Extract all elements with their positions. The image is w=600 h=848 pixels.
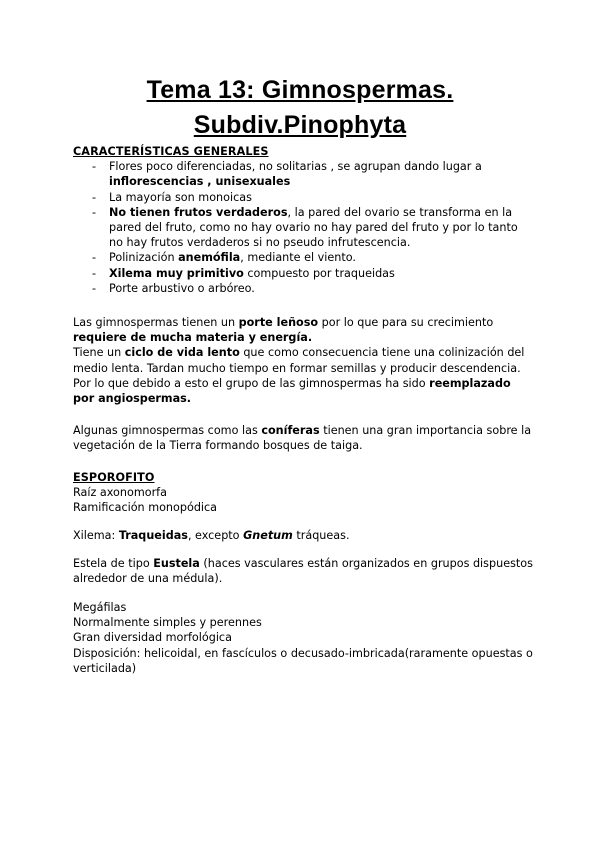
- paragraph-porte: Las gimnospermas tienen un porte leñoso por lo que para su crecimiento requiere de mucha materia y energía. Tiene un ciclo de vida lento que como consecuencia tiene una colinización del medio lenta. Tardan mucho tiempo en formar semillas y producir descendencia. Por lo que debido a esto el grupo de las gimnospermas ha sido reemplazado por angiospermas.: [73, 316, 525, 406]
- megafilas-disposicion: Disposición: helicoidal, en fascículos o decusado-imbricada(raramente opuestas o verticilada): [73, 646, 533, 675]
- esporofito-section: [73, 470, 533, 516]
- list-item: - Xilema muy primitivo compuesto por traqueidas: [73, 266, 533, 281]
- page-title-line-2: Subdiv.Pinophyta: [193, 111, 407, 139]
- megafilas-heading: Megáfilas: [73, 601, 127, 614]
- list-item: - Porte arbustivo o arbóreo.: [73, 281, 533, 296]
- megafilas-section: [73, 600, 533, 676]
- xilema-line: Xilema: Traqueidas, excepto Gnetum tráqueas.: [73, 529, 350, 542]
- list-item: - La mayoría son monoicas: [73, 190, 533, 205]
- page-title-line-1: Tema 13: Gimnospermas.: [146, 76, 454, 104]
- megafilas-simples: Normalmente simples y perennes: [73, 616, 262, 630]
- list-item: - Flores poco diferenciadas, no solitarias , se agrupan dando lugar a inflorescencias , unisexuales: [73, 159, 533, 189]
- caracteristicas-list: [73, 159, 533, 296]
- megafilas-diversidad: Gran diversidad morfológica: [73, 631, 232, 645]
- estela-paragraph: Estela de tipo Eustela (haces vasculares están organizados en grupos dispuestos alrededor de una médula).: [73, 557, 533, 586]
- caracteristicas-heading: CARACTERÍSTICAS GENERALES: [73, 145, 269, 158]
- esporofito-ramificacion: Ramificación monopódica: [73, 501, 218, 515]
- list-item: - No tienen frutos verdaderos, la pared del ovario se transforma en la pared del fruto, como no hay ovario no hay pared del fruto y por lo tanto no hay frutos verdaderos si no pseudo infrutescencia.: [73, 205, 533, 251]
- paragraph-coniferas: Algunas gimnospermas como las coníferas tienen una gran importancia sobre la vegetación de la Tierra formando bosques de taiga.: [73, 424, 532, 453]
- caracteristicas-section: [73, 144, 533, 296]
- list-item: - Polinización anemófila, mediante el viento.: [73, 250, 533, 265]
- esporofito-raiz: Raíz axonomorfa: [73, 486, 167, 500]
- esporofito-heading: ESPOROFITO: [73, 471, 155, 484]
